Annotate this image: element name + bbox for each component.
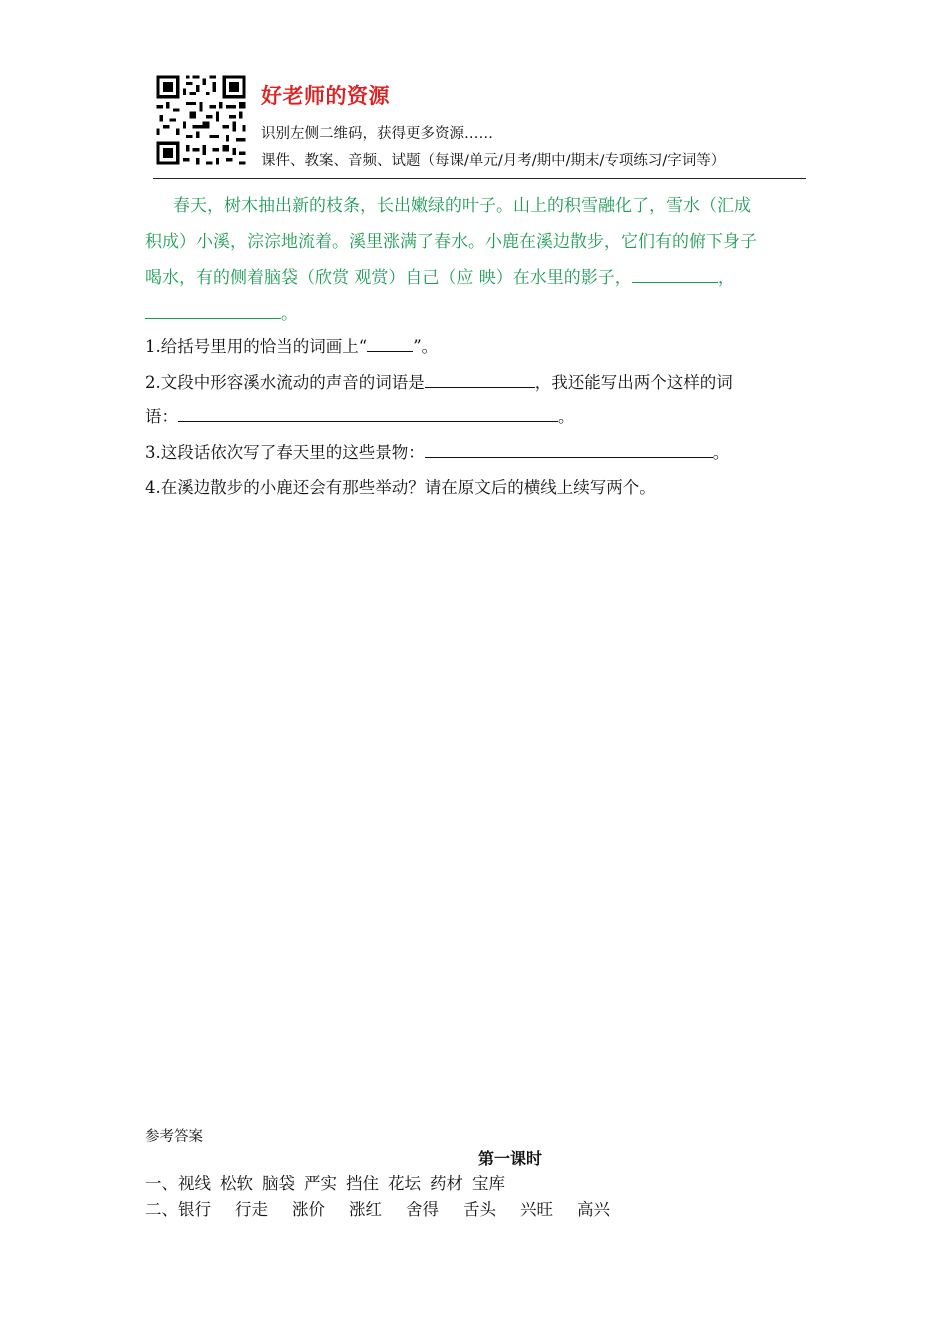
answer-word: 舍得: [406, 1200, 439, 1219]
answer-prefix: 二、: [145, 1200, 178, 1219]
answer-row-2: [145, 1196, 610, 1220]
answer-word: 兴旺: [520, 1200, 553, 1219]
answer-words: [178, 1200, 610, 1219]
passage-text: 喝水，有的侧着脑袋（欣赏 观赏）自己（应 映）在水里的影子，: [145, 268, 632, 288]
answer-blank[interactable]: [425, 370, 535, 388]
answer-word: 药材: [430, 1174, 463, 1193]
passage-line: [145, 260, 810, 296]
passage-text: 。: [281, 304, 298, 324]
answer-word: 花坛: [388, 1174, 421, 1193]
answer-word: 舌头: [463, 1200, 496, 1219]
answer-blank[interactable]: [178, 404, 558, 422]
question-text: 。: [712, 443, 730, 462]
fill-in-blank[interactable]: [632, 264, 718, 283]
qr-code-icon[interactable]: [153, 72, 249, 168]
passage-text: ，: [717, 268, 735, 288]
lesson-title: 第一课时: [478, 1149, 543, 1168]
question-4: [145, 474, 656, 498]
answer-blank[interactable]: [425, 440, 713, 458]
question-2: [145, 369, 733, 393]
question-text: 。: [558, 407, 575, 426]
question-text: 1.给括号里用的恰当的词画上“: [145, 337, 368, 356]
passage-line: [145, 224, 810, 260]
answer-word: 高兴: [577, 1200, 610, 1219]
question-text: 4.在溪边散步的小鹿还会有那些举动？请在原文后的横线上续写两个。: [145, 478, 656, 497]
answer-word: 银行: [178, 1200, 211, 1219]
answer-blank[interactable]: [367, 334, 413, 352]
answer-word: 松软: [220, 1174, 253, 1193]
passage-text: 春天，树木抽出新的枝条，长出嫩绿的叶子。山上的积雪融化了，雪水（汇成: [173, 196, 751, 216]
resource-banner: [153, 72, 806, 178]
passage-text: 积成）小溪，淙淙地流着。溪里涨满了春水。小鹿在溪边散步，它们有的俯下身子: [145, 232, 757, 252]
question-text: ”。: [413, 337, 439, 356]
answer-words: [178, 1174, 505, 1193]
question-3: [145, 439, 729, 463]
answer-key-label: 参考答案: [145, 1129, 203, 1145]
answer-word: 宝库: [472, 1174, 505, 1193]
brand-title: 好老师的资源: [261, 84, 390, 108]
answer-word: 涨红: [349, 1200, 382, 1219]
fill-in-blank[interactable]: [145, 300, 281, 319]
answer-word: 脑袋: [262, 1174, 295, 1193]
header-divider: [153, 178, 806, 179]
passage-line: [145, 296, 810, 332]
reading-passage: [145, 188, 810, 332]
question-text: ，我还能写出两个这样的词: [534, 373, 733, 392]
answer-word: 视线: [178, 1174, 211, 1193]
question-text: 2.文段中形容溪水流动的声音的词语是: [145, 373, 425, 392]
question-2-continued: [145, 403, 575, 427]
resource-categories: 课件、教案、音频、试题（每课/单元/月考/期中/期末/专项练习/字词等）: [261, 153, 726, 169]
brand-subtitle: 识别左侧二维码，获得更多资源……: [261, 126, 493, 142]
question-1: [145, 333, 438, 357]
answer-row-1: [145, 1170, 505, 1194]
answer-word: 涨价: [292, 1200, 325, 1219]
passage-line: [145, 188, 810, 224]
answer-word: 行走: [235, 1200, 268, 1219]
question-text: 3.这段话依次写了春天里的这些景物：: [145, 443, 425, 462]
question-text: 语：: [145, 407, 178, 426]
answer-word: 挡住: [346, 1174, 379, 1193]
answer-prefix: 一、: [145, 1174, 178, 1193]
answer-word: 严实: [304, 1174, 337, 1193]
